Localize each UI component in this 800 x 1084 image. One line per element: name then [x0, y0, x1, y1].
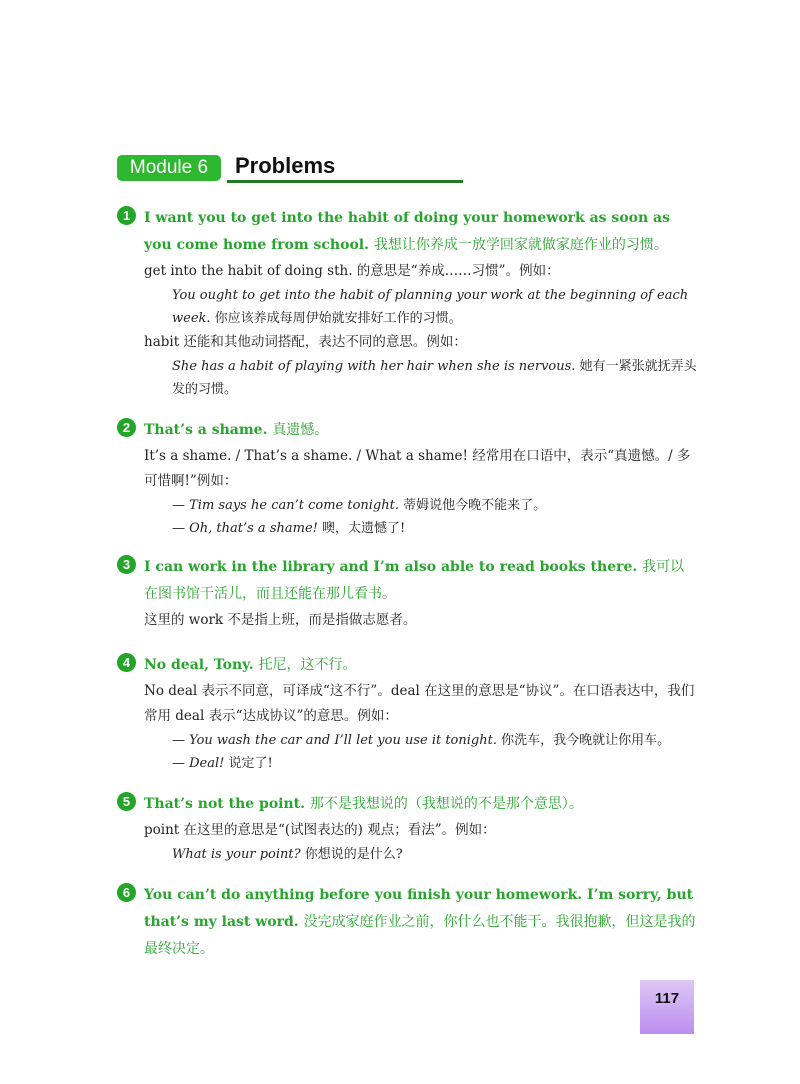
example-en: She has a habit of playing with her hair when she is nervous. — [172, 359, 576, 374]
key-sentence-en: You can’t do anything before you finish your homework. I’m sorry, but that’s my last word. — [144, 887, 694, 930]
page-number: 117 — [654, 990, 680, 1007]
example — [172, 752, 697, 775]
key-sentence-en: That’s not the point. — [144, 796, 306, 812]
note-item-6 — [117, 882, 697, 963]
explanation: It’s a shame. / That’s a shame. / What a shame! 经常用在口语中，表示“真遗憾。/ 多可惜啊!”例如： — [144, 448, 691, 489]
item-number-badge: 4 — [117, 653, 136, 672]
example — [172, 729, 697, 752]
example-en: — Deal! — [172, 756, 225, 771]
example-cn: 蒂姆说他今晚不能来了。 — [403, 498, 547, 513]
explanation: habit 还能和其他动词搭配，表达不同的意思。例如： — [144, 334, 467, 350]
item-number-badge: 3 — [117, 555, 136, 574]
example-en: — Tim says he can’t come tonight. — [172, 498, 399, 513]
item-number-badge: 1 — [117, 206, 136, 225]
key-sentence — [144, 652, 697, 679]
key-sentence-en: I want you to get into the habit of doing your homework as soon as you come home from school. — [144, 210, 670, 253]
example — [172, 355, 697, 401]
explanation: get into the habit of doing sth. 的意思是“养成……习惯”。例如： — [144, 263, 560, 279]
module-title: Problems — [235, 153, 336, 178]
module-badge: Module 6 — [117, 155, 221, 181]
example-en: What is your point? — [172, 847, 301, 862]
example-cn: 噢，太遗憾了! — [322, 521, 406, 536]
note-item-3 — [117, 554, 697, 633]
note-item-1 — [117, 205, 697, 401]
key-sentence — [144, 205, 697, 259]
key-sentence-en: I can work in the library and I’m also able to read books there. — [144, 559, 638, 575]
key-sentence-cn: 真遗憾。 — [272, 422, 329, 438]
example — [172, 843, 697, 866]
item-number-badge: 5 — [117, 792, 136, 811]
key-sentence — [144, 554, 697, 608]
example-cn: 你想说的是什么? — [304, 847, 403, 862]
example-en: — You wash the car and I’ll let you use it tonight. — [172, 733, 497, 748]
key-sentence-cn: 没完成家庭作业之前，你什么也不能干。我很抱歉，但这是我的最终决定。 — [144, 914, 696, 957]
example-en: — Oh, that’s a shame! — [172, 521, 318, 536]
key-sentence-cn: 我可以在图书馆干活儿，而且还能在那儿看书。 — [144, 559, 685, 602]
example-cn: 她有一紧张就抚弄头发的习惯。 — [172, 359, 697, 397]
key-sentence — [144, 417, 697, 444]
example-en: You ought to get into the habit of planning your work at the beginning of each week. — [172, 288, 689, 326]
key-sentence — [144, 791, 697, 818]
item-number-badge: 2 — [117, 418, 136, 437]
key-sentence-cn: 托尼，这不行。 — [258, 657, 357, 673]
key-sentence-cn: 那不是我想说的（我想说的不是那个意思）。 — [309, 796, 583, 812]
example — [172, 284, 697, 330]
module-header — [117, 155, 463, 183]
example-cn: 说定了! — [228, 756, 273, 771]
key-sentence — [144, 882, 697, 963]
header-underline — [227, 180, 463, 183]
page-number-tab — [640, 980, 694, 1034]
note-item-5 — [117, 791, 697, 866]
example-cn: 你洗车，我今晚就让你用车。 — [501, 733, 671, 748]
key-sentence-en: That’s a shame. — [144, 422, 268, 438]
key-sentence-en: No deal, Tony. — [144, 657, 254, 673]
explanation: No deal 表示不同意，可译成“这不行”。deal 在这里的意思是“协议”。在口语表达中，我们常用 deal 表示“达成协议”的意思。例如： — [144, 683, 695, 724]
explanation: point 在这里的意思是“(试图表达的) 观点；看法”。例如： — [144, 822, 496, 838]
example — [172, 517, 697, 540]
note-item-2 — [117, 417, 697, 540]
item-number-badge: 6 — [117, 883, 136, 902]
key-sentence-cn: 我想让你养成一放学回家就做家庭作业的习惯。 — [373, 237, 668, 253]
note-item-4 — [117, 652, 697, 775]
example-cn: 你应该养成每周伊始就安排好工作的习惯。 — [214, 311, 462, 326]
example — [172, 494, 697, 517]
explanation: 这里的 work 不是指上班，而是指做志愿者。 — [144, 612, 417, 628]
